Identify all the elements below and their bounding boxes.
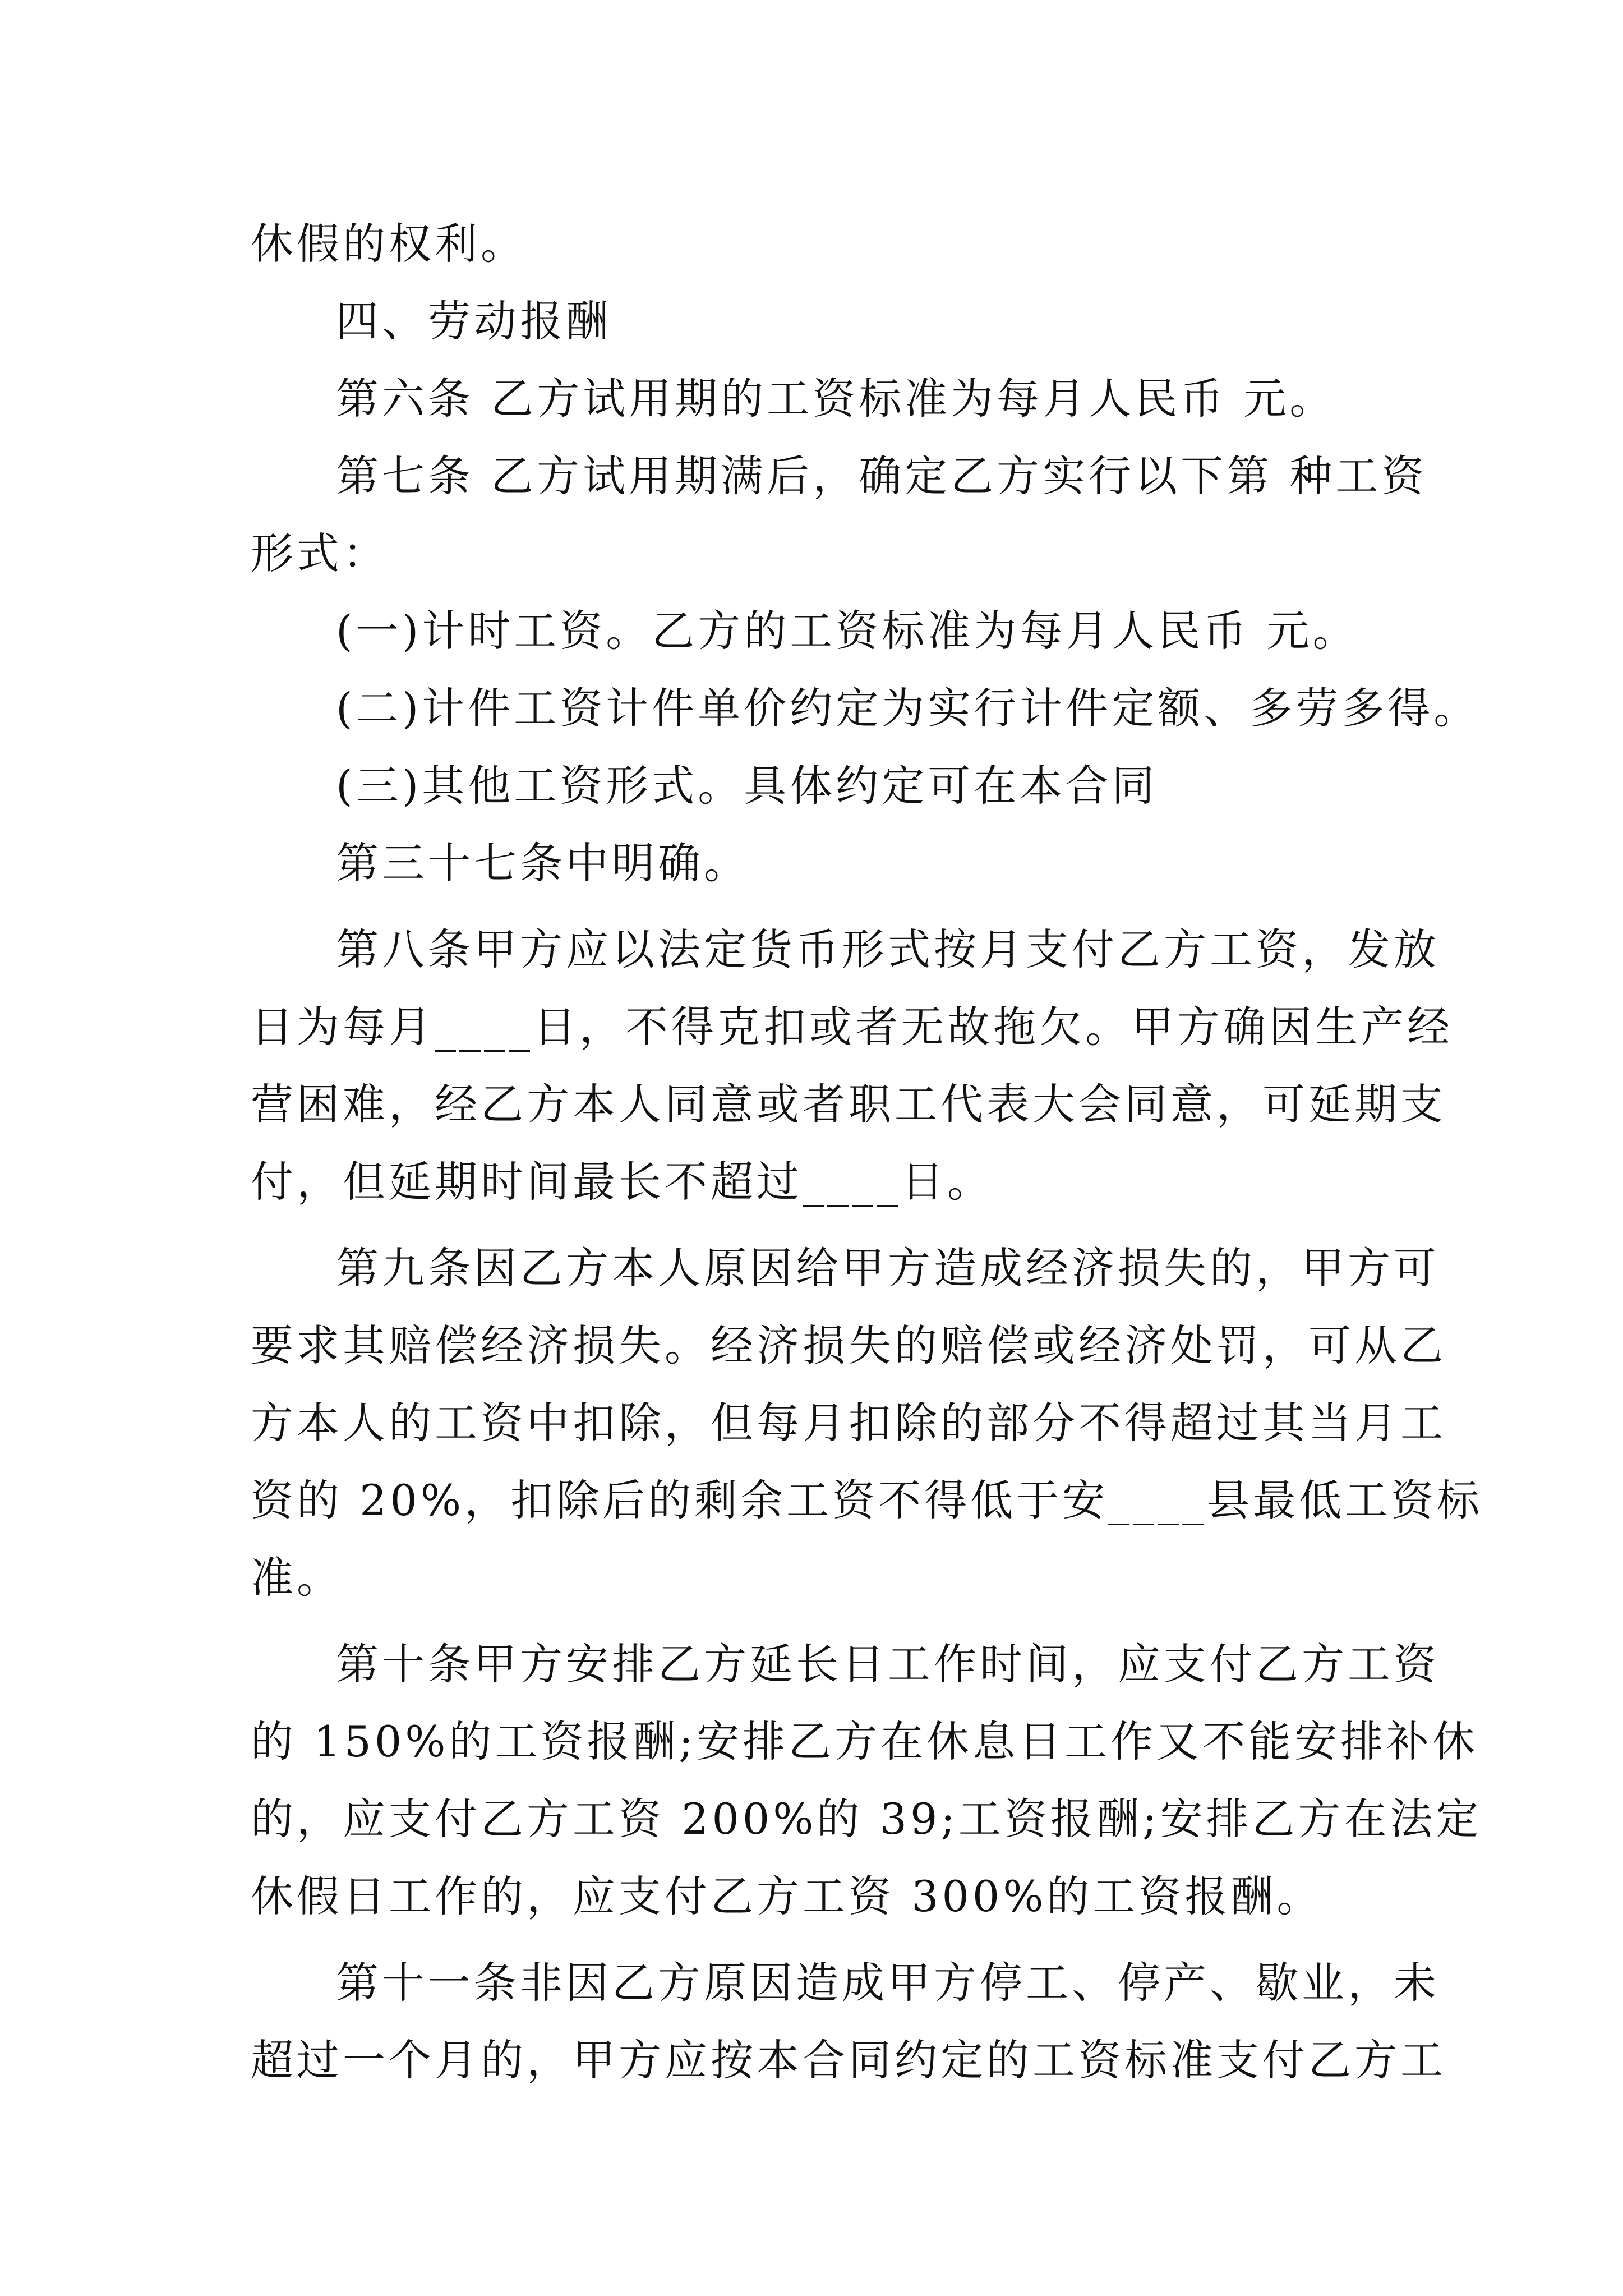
- text-line: 休假日工作的，应支付乙方工资 300%的工资报酬。: [251, 1871, 1323, 1921]
- text-line: 日为每月____日，不得克扣或者无故拖欠。甲方确因生产经: [251, 1002, 1453, 1052]
- section-heading: 四、劳动报酬: [336, 296, 612, 346]
- text-line: 的 150%的工资报酬;安排乙方在休息日工作又不能安排补休: [251, 1717, 1479, 1766]
- text-line: 第十条甲方安排乙方延长日工作时间，应支付乙方工资: [336, 1639, 1440, 1689]
- text-line: 的，应支付乙方工资 200%的 39;工资报酬;安排乙方在法定: [251, 1794, 1482, 1844]
- text-line: 付，但延期时间最长不超过____日。: [251, 1157, 993, 1207]
- text-line: 第十一条非因乙方原因造成甲方停工、停产、歇业，未: [336, 1958, 1440, 2008]
- text-line: 第六条 乙方试用期的工资标准为每月人民币 元。: [336, 374, 1336, 424]
- text-line: 第八条甲方应以法定货币形式按月支付乙方工资，发放: [336, 924, 1440, 974]
- text-line: 要求其赔偿经济损失。经济损失的赔偿或经济处罚，可从乙: [251, 1320, 1446, 1370]
- text-line: 资的 20%，扣除后的剩余工资不得低于安____县最低工资标: [251, 1475, 1483, 1525]
- document-body: [251, 205, 1483, 2099]
- text-line: (三)其他工资形式。具体约定可在本合同: [336, 761, 1158, 811]
- text-line: (二)计件工资计件单价约定为实行计件定额、多劳多得。: [336, 683, 1480, 733]
- text-line: 休假的权利。: [251, 219, 527, 269]
- text-line: 第三十七条中明确。: [336, 838, 750, 888]
- text-line: (一)计时工资。乙方的工资标准为每月人民币 元。: [336, 606, 1359, 656]
- text-line: 营困难，经乙方本人同意或者职工代表大会同意，可延期支: [251, 1079, 1446, 1129]
- text-line: 第九条因乙方本人原因给甲方造成经济损失的，甲方可: [336, 1243, 1440, 1293]
- text-line: 第七条 乙方试用期满后，确定乙方实行以下第 种工资: [336, 451, 1428, 501]
- text-line: 准。: [251, 1553, 343, 1603]
- text-line: 形式：: [251, 528, 389, 578]
- text-line: 超过一个月的，甲方应按本合同约定的工资标准支付乙方工: [251, 2035, 1446, 2085]
- text-line: 方本人的工资中扣除，但每月扣除的部分不得超过其当月工: [251, 1398, 1446, 1448]
